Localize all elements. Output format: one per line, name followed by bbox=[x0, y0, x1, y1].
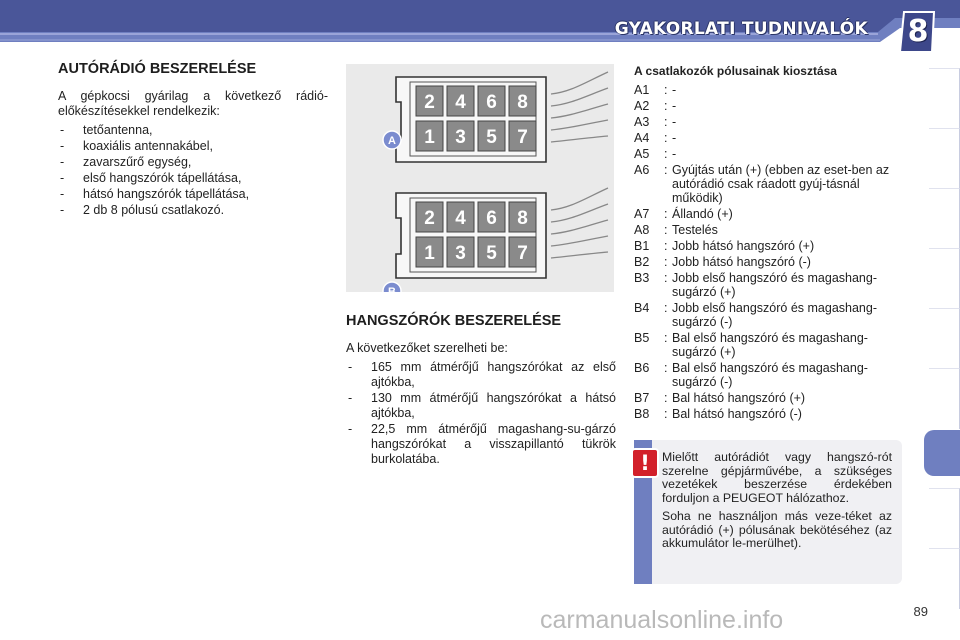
pinout-list bbox=[634, 83, 904, 421]
list-item: - 22,5 mm átmérőjű magashang-su-gárzó hangszórókat a visszapillantó tükrök burkolatába. bbox=[346, 422, 616, 467]
pin-separator: : bbox=[664, 331, 668, 345]
pinout-row bbox=[634, 361, 904, 389]
speakers-heading: HANGSZÓRÓK BESZERELÉSE bbox=[346, 313, 562, 329]
wire bbox=[551, 252, 608, 258]
pin-code: A5 bbox=[634, 147, 650, 161]
pin-description: Bal hátsó hangszóró (+) bbox=[672, 391, 806, 405]
pin-code: A3 bbox=[634, 115, 650, 129]
pinout-row bbox=[634, 301, 904, 329]
pin-number: 2 bbox=[424, 208, 435, 229]
pin-code: B6 bbox=[634, 361, 650, 375]
pinout-row bbox=[634, 83, 904, 97]
pin-number: 5 bbox=[486, 127, 497, 148]
pin-code: B8 bbox=[634, 407, 650, 421]
pin-separator: : bbox=[664, 301, 668, 315]
list-item: - 130 mm átmérőjű hangszórókat a hátsó ajtókba, bbox=[346, 391, 616, 421]
wire bbox=[551, 120, 608, 130]
speakers-intro: A következőket szerelheti be: bbox=[346, 341, 508, 355]
pin-description: Bal első hangszóró és magashang-sugárzó (-) bbox=[672, 361, 868, 389]
connector-diagram bbox=[346, 64, 614, 292]
list-item: - hátsó hangszórók tápellátása, bbox=[58, 187, 328, 202]
pin-description: Testelés bbox=[672, 223, 718, 237]
chapter-side-tabs bbox=[922, 68, 960, 608]
connector-label: B bbox=[388, 286, 396, 292]
pinout-section bbox=[634, 64, 904, 423]
pin-code: A2 bbox=[634, 99, 650, 113]
pin-description: Állandó (+) bbox=[672, 207, 733, 221]
radio-heading: AUTÓRÁDIÓ BESZERELÉSE bbox=[58, 61, 257, 77]
pin-number: 8 bbox=[517, 92, 528, 113]
pin-code: B2 bbox=[634, 255, 650, 269]
pin-code: A7 bbox=[634, 207, 650, 221]
pinout-row bbox=[634, 391, 904, 405]
pin-code: B1 bbox=[634, 239, 650, 253]
side-tab bbox=[929, 248, 960, 309]
pin-number: 1 bbox=[424, 127, 435, 148]
pin-code: A1 bbox=[634, 83, 650, 97]
pin-description: Jobb első hangszóró és magashang-sugárzó (-) bbox=[672, 301, 877, 329]
pin-description: Gyújtás után (+) (ebben az eset-ben az autórádió csak ráadott gyúj-tásnál működik) bbox=[672, 163, 890, 205]
radio-list bbox=[58, 123, 328, 218]
pin-separator: : bbox=[664, 361, 668, 375]
pin-number: 5 bbox=[486, 243, 497, 264]
list-item: - zavarszűrő egység, bbox=[58, 155, 328, 170]
side-tab bbox=[929, 68, 960, 129]
side-tab bbox=[929, 548, 960, 609]
wire bbox=[551, 236, 608, 246]
list-item: - 2 db 8 pólusú csatlakozó. bbox=[58, 203, 328, 218]
pin-code: B7 bbox=[634, 391, 650, 405]
pin-description: - bbox=[672, 83, 677, 97]
pin-code: B3 bbox=[634, 271, 650, 285]
pin-code: A4 bbox=[634, 131, 650, 145]
wire bbox=[551, 88, 608, 106]
pin-separator: : bbox=[664, 163, 668, 177]
pinout-row bbox=[634, 163, 904, 205]
pin-code: A8 bbox=[634, 223, 650, 237]
page-number: 89 bbox=[913, 604, 928, 619]
pin-description: Jobb első hangszóró és magashang-sugárzó (+) bbox=[672, 271, 877, 299]
pin-separator: : bbox=[664, 207, 668, 221]
radio-intro: A gépkocsi gyárilag a következő rádió-előkészítésekkel rendelkezik: bbox=[58, 89, 328, 118]
list-item: - első hangszórók tápellátása, bbox=[58, 171, 328, 186]
connector-figure bbox=[346, 64, 614, 292]
warning-icon: ! bbox=[631, 448, 659, 478]
pinout-heading: A csatlakozók pólusainak kiosztása bbox=[634, 64, 837, 78]
pin-number: 3 bbox=[455, 243, 466, 264]
pin-description: - bbox=[672, 131, 677, 145]
connector-label: A bbox=[388, 135, 396, 147]
pinout-row bbox=[634, 207, 904, 221]
list-item: - 165 mm átmérőjű hangszórókat az első ajtókba, bbox=[346, 360, 616, 390]
pinout-row bbox=[634, 115, 904, 129]
pin-number: 7 bbox=[517, 243, 528, 264]
wire bbox=[551, 204, 608, 222]
pin-number: 4 bbox=[455, 208, 466, 229]
radio-section bbox=[58, 62, 328, 219]
pin-separator: : bbox=[664, 407, 668, 421]
side-tab bbox=[929, 488, 960, 549]
pin-number: 2 bbox=[424, 92, 435, 113]
pinout-row bbox=[634, 255, 904, 269]
pin-separator: : bbox=[664, 99, 668, 113]
pin-separator: : bbox=[664, 255, 668, 269]
pinout-row bbox=[634, 239, 904, 253]
pin-separator: : bbox=[664, 391, 668, 405]
pin-number: 6 bbox=[486, 208, 497, 229]
side-tab-active bbox=[924, 430, 960, 476]
header-bar bbox=[0, 0, 960, 52]
wire bbox=[551, 220, 608, 234]
warning-box bbox=[634, 440, 902, 584]
wire bbox=[551, 136, 608, 142]
side-tab bbox=[929, 308, 960, 369]
pinout-row bbox=[634, 407, 904, 421]
pin-separator: : bbox=[664, 239, 668, 253]
side-tab bbox=[929, 128, 960, 189]
pin-description: Jobb hátsó hangszóró (+) bbox=[672, 239, 815, 253]
pin-number: 8 bbox=[517, 208, 528, 229]
warning-text-1: Mielőtt autórádiót vagy hangszó-rót szerelne gépjárművébe, a szükséges vezetékek beszerzése érdekében forduljon a PEUGEOT hálózathoz. bbox=[662, 450, 892, 505]
pin-separator: : bbox=[664, 115, 668, 129]
side-tab bbox=[929, 368, 960, 429]
speakers-list bbox=[346, 360, 616, 467]
pin-separator: : bbox=[664, 147, 668, 161]
pin-number: 3 bbox=[455, 127, 466, 148]
speakers-section bbox=[346, 314, 616, 468]
pin-separator: : bbox=[664, 271, 668, 285]
pinout-row bbox=[634, 131, 904, 145]
pin-description: - bbox=[672, 99, 677, 113]
watermark: carmanualsonline.info bbox=[540, 606, 784, 634]
pin-number: 4 bbox=[455, 92, 466, 113]
warning-text-2: Soha ne használjon más veze-téket az autórádió (+) pólusának bekötéséhez (az akkumulátor le-merülhet). bbox=[662, 509, 892, 550]
pin-code: A6 bbox=[634, 163, 650, 177]
pin-description: - bbox=[672, 147, 677, 161]
pin-number: 7 bbox=[517, 127, 528, 148]
chapter-badge bbox=[898, 10, 938, 52]
pinout-row bbox=[634, 147, 904, 161]
list-item: - koaxiális antennakábel, bbox=[58, 139, 328, 154]
pinout-row bbox=[634, 99, 904, 113]
pinout-row bbox=[634, 223, 904, 237]
pin-separator: : bbox=[664, 83, 668, 97]
pin-number: 6 bbox=[486, 92, 497, 113]
pin-code: B5 bbox=[634, 331, 650, 345]
side-tab bbox=[929, 188, 960, 249]
pinout-row bbox=[634, 331, 904, 359]
pin-description: Bal hátsó hangszóró (-) bbox=[672, 407, 802, 421]
pin-separator: : bbox=[664, 223, 668, 237]
pin-separator: : bbox=[664, 131, 668, 145]
list-item: - tetőantenna, bbox=[58, 123, 328, 138]
section-title: GYAKORLATI TUDNIVALÓK bbox=[614, 19, 868, 39]
pin-number: 1 bbox=[424, 243, 435, 264]
wire bbox=[551, 104, 608, 118]
pinout-row bbox=[634, 271, 904, 299]
pin-code: B4 bbox=[634, 301, 650, 315]
chapter-number: 8 bbox=[907, 14, 929, 49]
pin-description: Bal első hangszóró és magashang-sugárzó (+) bbox=[672, 331, 868, 359]
pin-description: - bbox=[672, 115, 677, 129]
pin-description: Jobb hátsó hangszóró (-) bbox=[672, 255, 811, 269]
